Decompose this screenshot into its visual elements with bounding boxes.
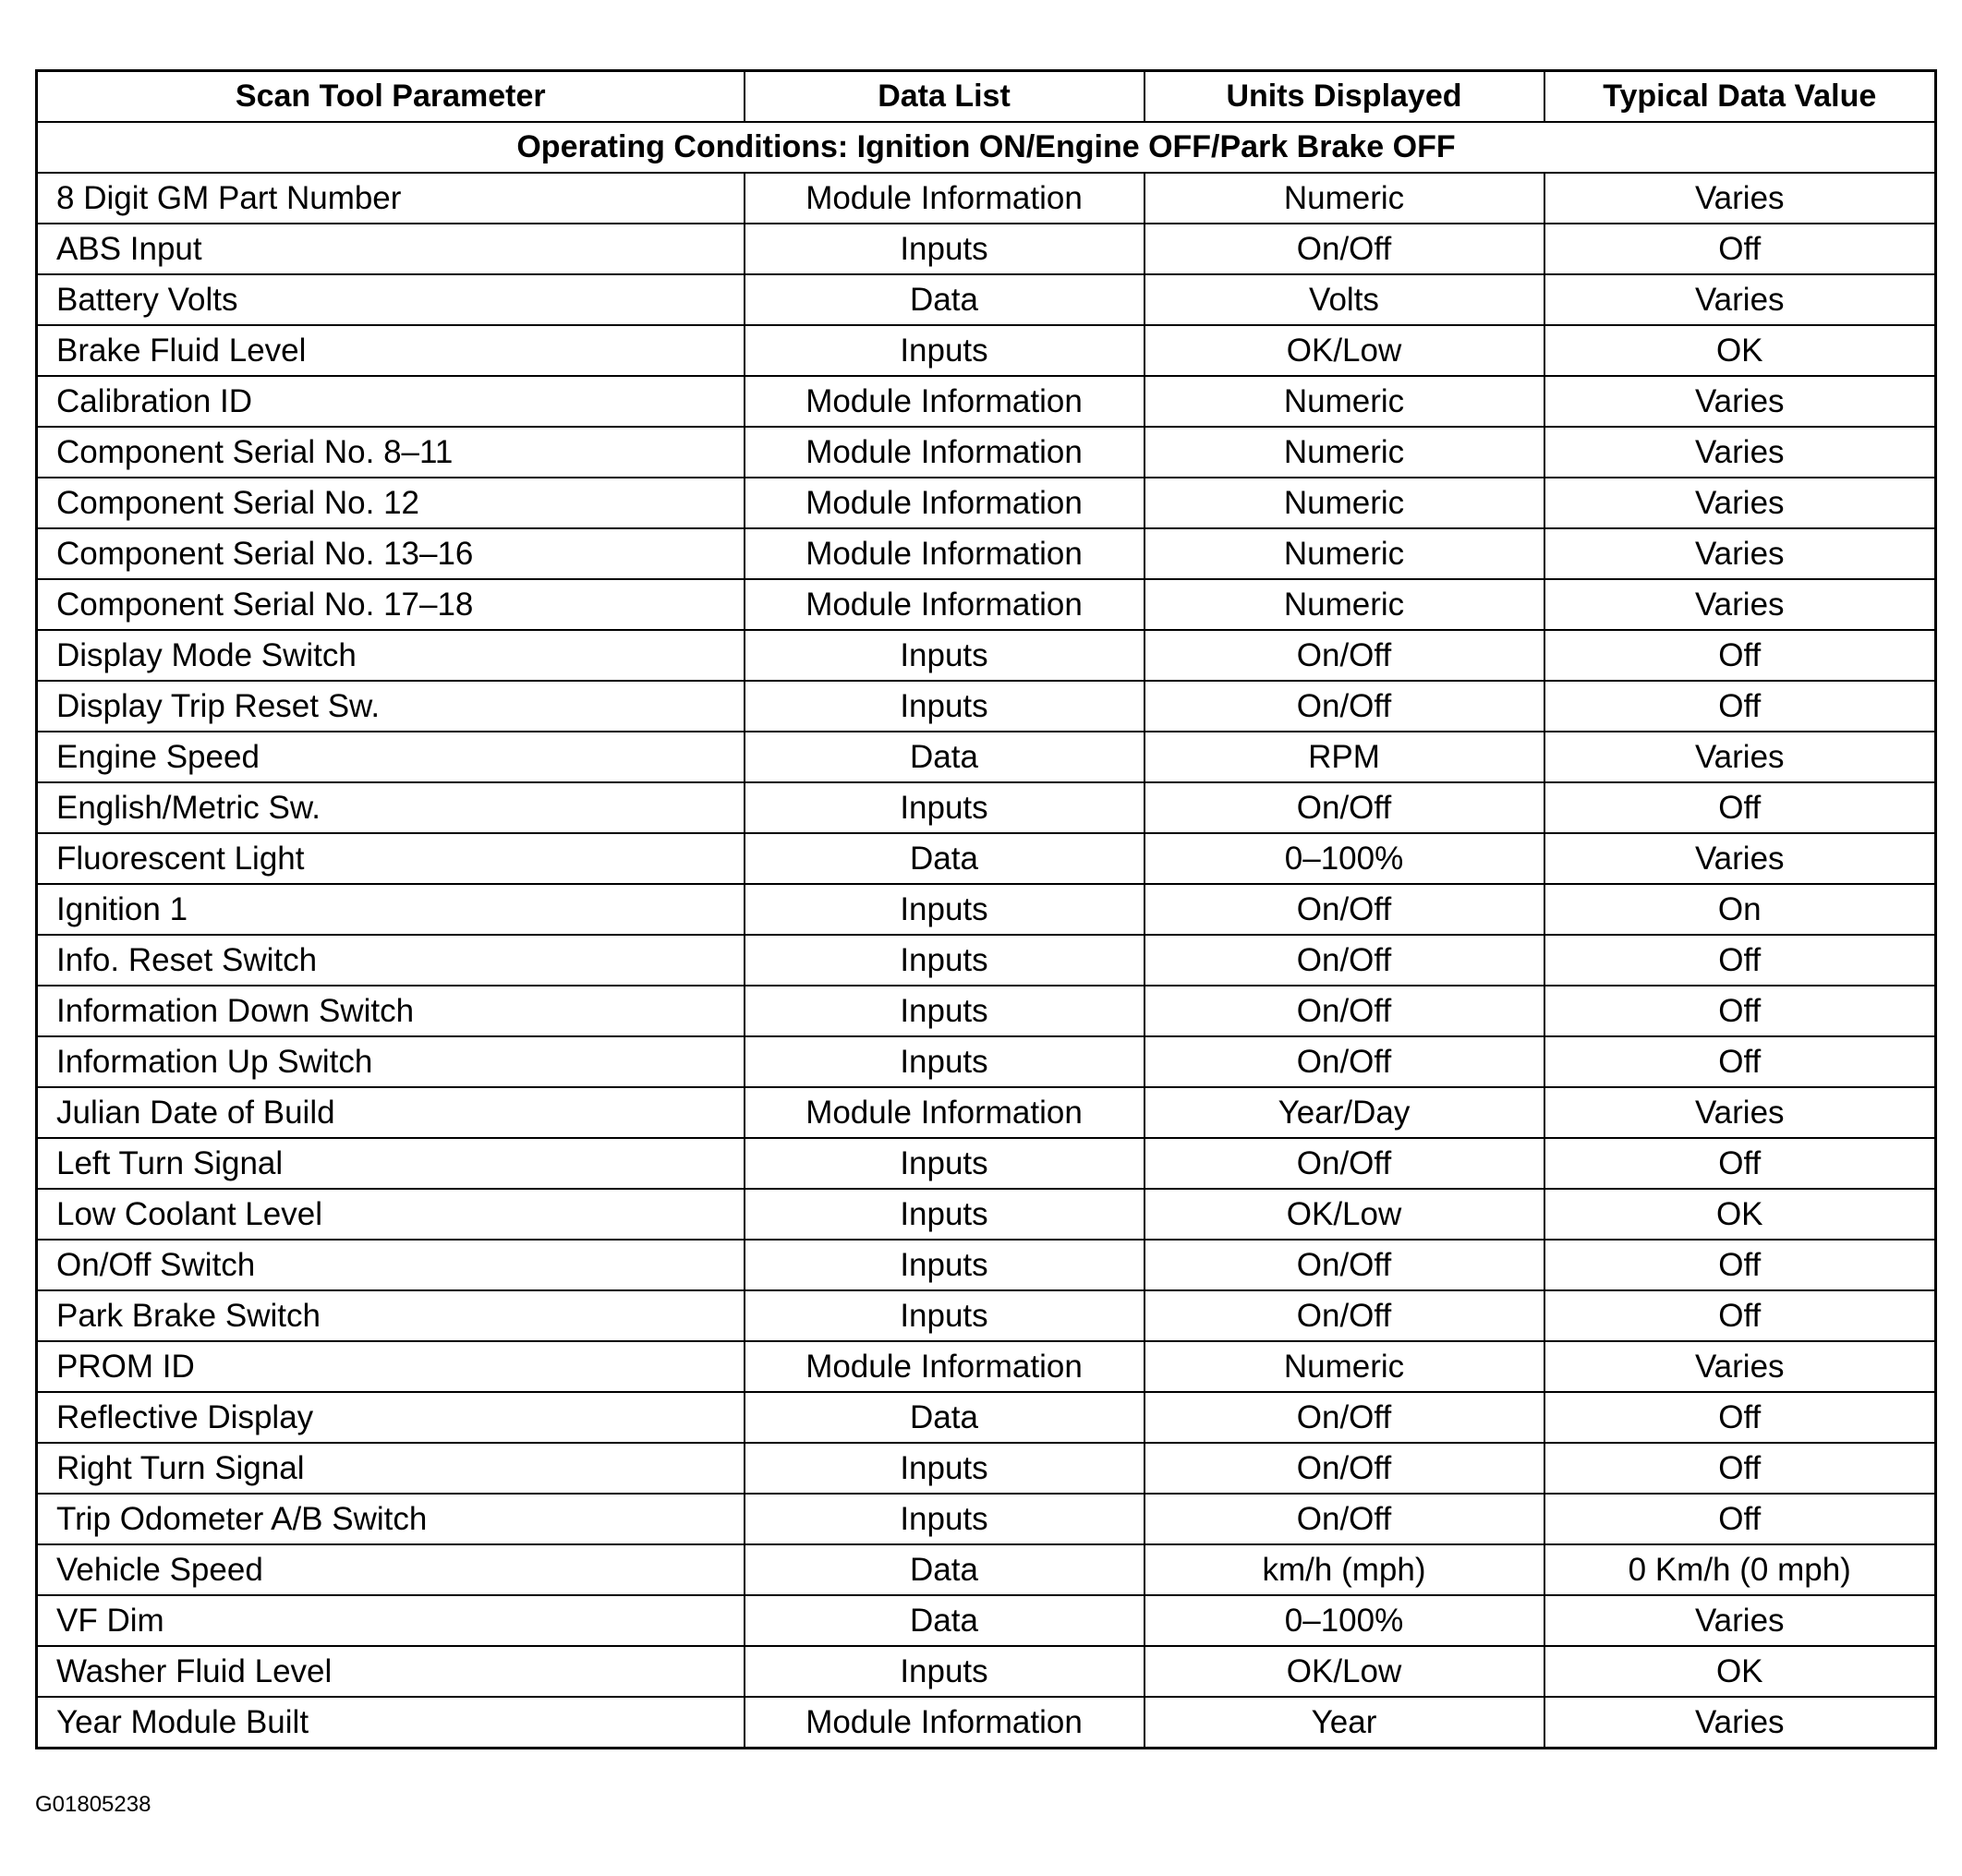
parameter-cell: Left Turn Signal (37, 1138, 745, 1189)
typical-value-cell: Varies (1544, 1087, 1936, 1138)
typical-value-cell: Varies (1544, 833, 1936, 884)
table-row (37, 1595, 1936, 1646)
table-row (37, 884, 1936, 935)
data-list-cell: Inputs (745, 986, 1144, 1036)
typical-value-cell: Varies (1544, 376, 1936, 427)
units-cell: On/Off (1144, 1443, 1544, 1494)
data-list-cell: Module Information (745, 579, 1144, 630)
units-cell: On/Off (1144, 782, 1544, 833)
data-list-cell: Module Information (745, 1697, 1144, 1749)
typical-value-cell: Off (1544, 681, 1936, 732)
units-cell: OK/Low (1144, 325, 1544, 376)
units-cell: On/Off (1144, 681, 1544, 732)
typical-value-cell: Off (1544, 1443, 1936, 1494)
units-cell: Year (1144, 1697, 1544, 1749)
parameter-cell: Component Serial No. 17–18 (37, 579, 745, 630)
data-list-cell: Inputs (745, 325, 1144, 376)
units-cell: Numeric (1144, 1341, 1544, 1392)
units-cell: On/Off (1144, 1036, 1544, 1087)
data-list-cell: Data (745, 1595, 1144, 1646)
typical-value-cell: Off (1544, 782, 1936, 833)
units-cell: Numeric (1144, 427, 1544, 478)
parameter-cell: Component Serial No. 13–16 (37, 528, 745, 579)
data-list-cell: Inputs (745, 1240, 1144, 1290)
units-cell: 0–100% (1144, 1595, 1544, 1646)
data-list-cell: Inputs (745, 1646, 1144, 1697)
typical-value-cell: Off (1544, 1138, 1936, 1189)
parameter-cell: Right Turn Signal (37, 1443, 745, 1494)
table-row (37, 681, 1936, 732)
table-row (37, 173, 1936, 224)
units-cell: On/Off (1144, 986, 1544, 1036)
parameter-cell: Display Trip Reset Sw. (37, 681, 745, 732)
units-cell: On/Off (1144, 884, 1544, 935)
data-list-cell: Inputs (745, 1290, 1144, 1341)
data-list-cell: Inputs (745, 1138, 1144, 1189)
typical-value-cell: Varies (1544, 1341, 1936, 1392)
header-scan-tool-parameter: Scan Tool Parameter (37, 71, 745, 123)
scan-tool-data-table (35, 69, 1937, 1749)
table-row (37, 427, 1936, 478)
parameter-cell: Fluorescent Light (37, 833, 745, 884)
data-list-cell: Inputs (745, 1443, 1144, 1494)
data-list-cell: Module Information (745, 376, 1144, 427)
table-row (37, 732, 1936, 782)
parameter-cell: Calibration ID (37, 376, 745, 427)
units-cell: Volts (1144, 274, 1544, 325)
parameter-cell: Component Serial No. 12 (37, 478, 745, 528)
typical-value-cell: Off (1544, 1240, 1936, 1290)
parameter-cell: VF Dim (37, 1595, 745, 1646)
table-row (37, 224, 1936, 274)
units-cell: On/Off (1144, 224, 1544, 274)
parameter-cell: Engine Speed (37, 732, 745, 782)
typical-value-cell: Varies (1544, 173, 1936, 224)
typical-value-cell: Off (1544, 1392, 1936, 1443)
parameter-cell: 8 Digit GM Part Number (37, 173, 745, 224)
operating-conditions-row (37, 122, 1936, 173)
data-list-cell: Inputs (745, 224, 1144, 274)
parameter-cell: Component Serial No. 8–11 (37, 427, 745, 478)
parameter-cell: Park Brake Switch (37, 1290, 745, 1341)
data-list-cell: Inputs (745, 1036, 1144, 1087)
table-row (37, 1697, 1936, 1749)
units-cell: On/Off (1144, 1494, 1544, 1544)
typical-value-cell: Varies (1544, 732, 1936, 782)
table-row (37, 1443, 1936, 1494)
data-list-cell: Inputs (745, 782, 1144, 833)
typical-value-cell: Off (1544, 1036, 1936, 1087)
typical-value-cell: Off (1544, 1290, 1936, 1341)
header-typical-data-value: Typical Data Value (1544, 71, 1936, 123)
units-cell: Numeric (1144, 579, 1544, 630)
units-cell: On/Off (1144, 1290, 1544, 1341)
table-row (37, 1544, 1936, 1595)
typical-value-cell: OK (1544, 1189, 1936, 1240)
header-row (37, 71, 1936, 123)
table-row (37, 782, 1936, 833)
typical-value-cell: Off (1544, 935, 1936, 986)
typical-value-cell: Off (1544, 986, 1936, 1036)
data-list-cell: Data (745, 732, 1144, 782)
units-cell: On/Off (1144, 1392, 1544, 1443)
parameter-cell: Low Coolant Level (37, 1189, 745, 1240)
parameter-cell: Ignition 1 (37, 884, 745, 935)
units-cell: km/h (mph) (1144, 1544, 1544, 1595)
data-list-cell: Data (745, 274, 1144, 325)
data-list-cell: Inputs (745, 630, 1144, 681)
table-row (37, 376, 1936, 427)
table-row (37, 478, 1936, 528)
typical-value-cell: On (1544, 884, 1936, 935)
parameter-cell: Battery Volts (37, 274, 745, 325)
parameter-cell: Info. Reset Switch (37, 935, 745, 986)
header-data-list: Data List (745, 71, 1144, 123)
parameter-cell: On/Off Switch (37, 1240, 745, 1290)
data-list-cell: Data (745, 1392, 1144, 1443)
data-list-cell: Data (745, 1544, 1144, 1595)
units-cell: OK/Low (1144, 1646, 1544, 1697)
parameter-cell: Vehicle Speed (37, 1544, 745, 1595)
typical-value-cell: Varies (1544, 478, 1936, 528)
parameter-cell: Information Down Switch (37, 986, 745, 1036)
typical-value-cell: OK (1544, 1646, 1936, 1697)
data-list-cell: Module Information (745, 427, 1144, 478)
table-row (37, 528, 1936, 579)
parameter-cell: ABS Input (37, 224, 745, 274)
units-cell: On/Off (1144, 1240, 1544, 1290)
typical-value-cell: 0 Km/h (0 mph) (1544, 1544, 1936, 1595)
parameter-cell: Year Module Built (37, 1697, 745, 1749)
data-list-cell: Inputs (745, 1494, 1144, 1544)
figure-id: G01805238 (35, 1792, 151, 1817)
data-list-cell: Data (745, 833, 1144, 884)
table-row (37, 1646, 1936, 1697)
data-list-cell: Module Information (745, 1087, 1144, 1138)
table-row (37, 630, 1936, 681)
table-row (37, 1494, 1936, 1544)
units-cell: RPM (1144, 732, 1544, 782)
table-row (37, 1036, 1936, 1087)
typical-value-cell: Varies (1544, 1595, 1936, 1646)
table-row (37, 1240, 1936, 1290)
units-cell: Numeric (1144, 528, 1544, 579)
operating-conditions: Operating Conditions: Ignition ON/Engine OFF/Park Brake OFF (37, 122, 1936, 173)
table-row (37, 1290, 1936, 1341)
units-cell: On/Off (1144, 1138, 1544, 1189)
parameter-cell: PROM ID (37, 1341, 745, 1392)
parameter-cell: Information Up Switch (37, 1036, 745, 1087)
table-row (37, 986, 1936, 1036)
scan-tool-data-sheet (35, 69, 1934, 1749)
table-row (37, 1087, 1936, 1138)
typical-value-cell: OK (1544, 325, 1936, 376)
parameter-cell: Display Mode Switch (37, 630, 745, 681)
units-cell: OK/Low (1144, 1189, 1544, 1240)
parameter-cell: Brake Fluid Level (37, 325, 745, 376)
data-list-cell: Module Information (745, 173, 1144, 224)
table-row (37, 274, 1936, 325)
table-row (37, 325, 1936, 376)
table-row (37, 1392, 1936, 1443)
data-list-cell: Module Information (745, 528, 1144, 579)
typical-value-cell: Varies (1544, 274, 1936, 325)
data-list-cell: Inputs (745, 935, 1144, 986)
typical-value-cell: Off (1544, 1494, 1936, 1544)
units-cell: On/Off (1144, 935, 1544, 986)
table-row (37, 1189, 1936, 1240)
data-list-cell: Inputs (745, 1189, 1144, 1240)
data-list-cell: Module Information (745, 478, 1144, 528)
units-cell: Numeric (1144, 173, 1544, 224)
parameter-cell: English/Metric Sw. (37, 782, 745, 833)
table-row (37, 833, 1936, 884)
table-row (37, 1138, 1936, 1189)
data-list-cell: Inputs (745, 884, 1144, 935)
units-cell: On/Off (1144, 630, 1544, 681)
table-row (37, 935, 1936, 986)
typical-value-cell: Off (1544, 224, 1936, 274)
typical-value-cell: Varies (1544, 1697, 1936, 1749)
typical-value-cell: Off (1544, 630, 1936, 681)
table-row (37, 1341, 1936, 1392)
parameter-cell: Reflective Display (37, 1392, 745, 1443)
table-row (37, 579, 1936, 630)
typical-value-cell: Varies (1544, 579, 1936, 630)
units-cell: 0–100% (1144, 833, 1544, 884)
typical-value-cell: Varies (1544, 427, 1936, 478)
units-cell: Numeric (1144, 478, 1544, 528)
units-cell: Numeric (1144, 376, 1544, 427)
parameter-cell: Trip Odometer A/B Switch (37, 1494, 745, 1544)
units-cell: Year/Day (1144, 1087, 1544, 1138)
parameter-cell: Julian Date of Build (37, 1087, 745, 1138)
header-units-displayed: Units Displayed (1144, 71, 1544, 123)
data-list-cell: Module Information (745, 1341, 1144, 1392)
typical-value-cell: Varies (1544, 528, 1936, 579)
data-list-cell: Inputs (745, 681, 1144, 732)
parameter-cell: Washer Fluid Level (37, 1646, 745, 1697)
